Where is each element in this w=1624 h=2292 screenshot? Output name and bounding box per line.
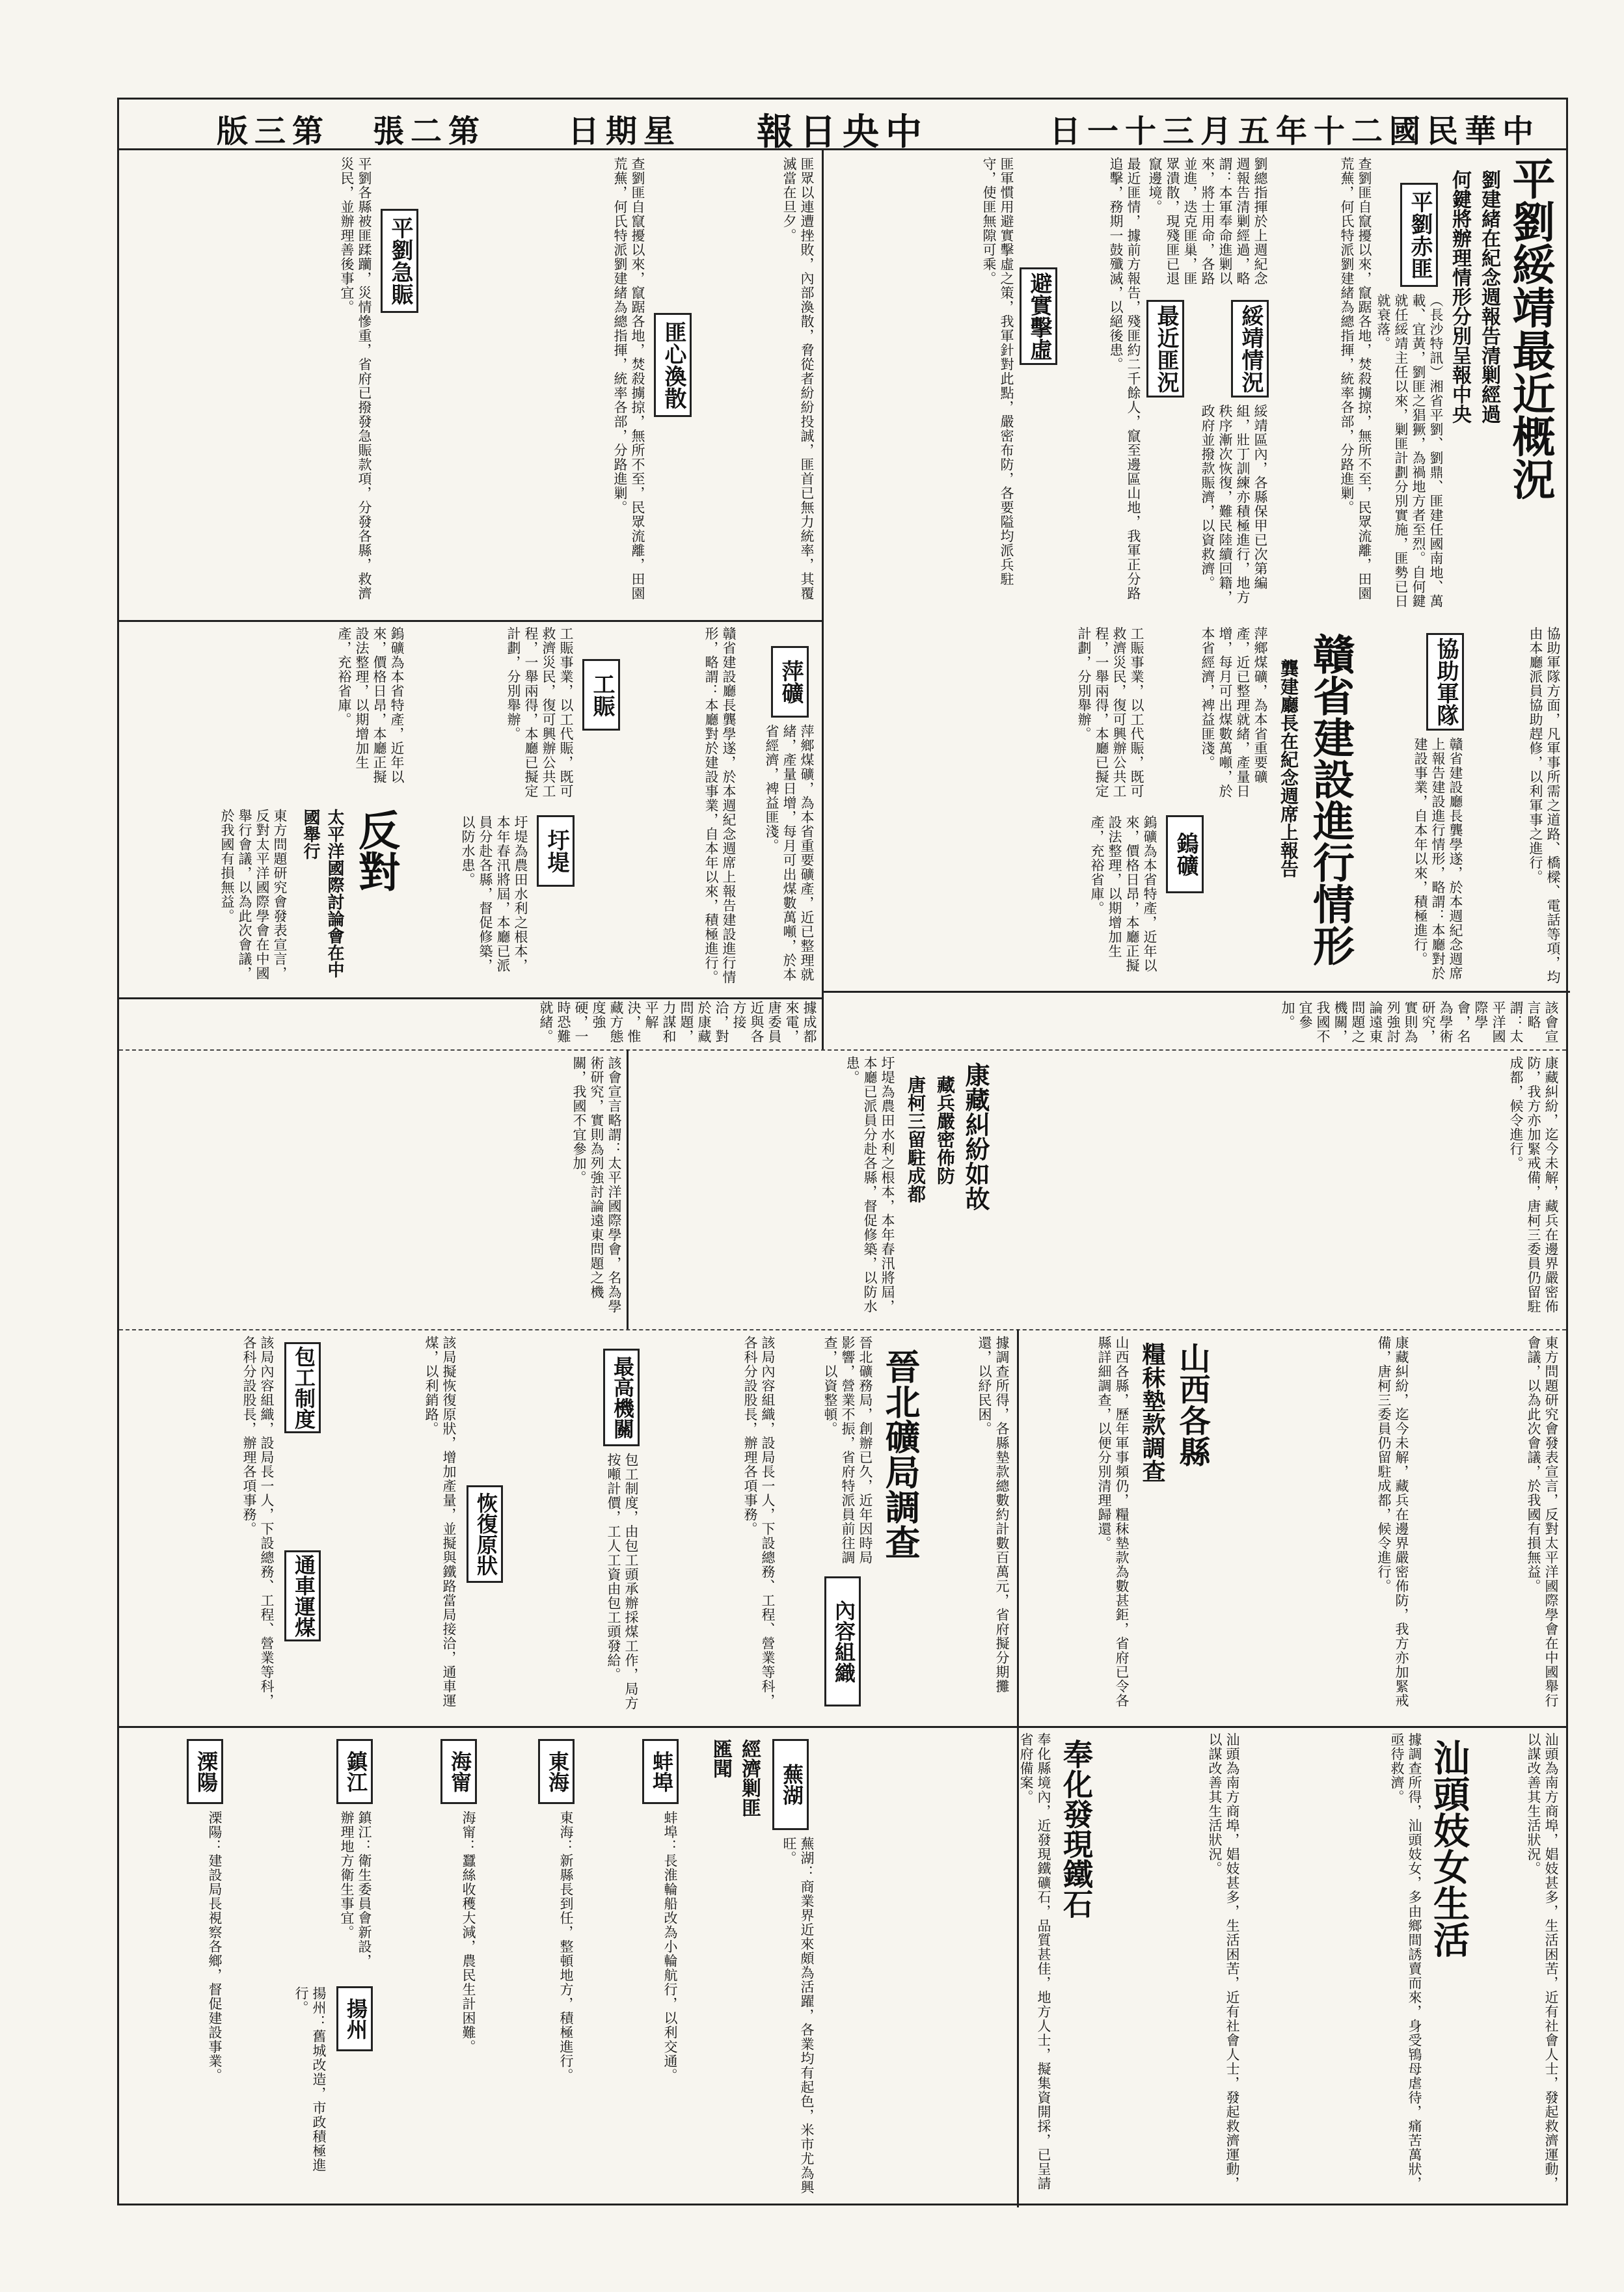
body-text: 蕪湖：商業界近來頗為活躍，各業均有起色，米市尤為興旺。 [781, 1837, 815, 2194]
article-pingliu-cont [119, 150, 822, 620]
article-economy [119, 1726, 822, 2204]
body-text: 溧陽：建設局長視察各鄉，督促建設事業。 [207, 1811, 223, 2083]
body-text: 該局擬恢復原狀，增加產量，並擬與鐵路當局接洽，通車運煤，以利銷路。 [424, 1336, 457, 1708]
article-shantou [822, 1726, 1566, 2204]
body-text: 萍鄉煤礦，為本省重要礦產，近已整理就緒，產量日增，每月可出煤數萬噸，於本省經濟，裨益匪淺。 [1200, 627, 1268, 798]
body-text: 該局內容組織，設局長一人，下設總務、工程、營業等科，各科分設股長，辦理各項事務。 [241, 1336, 275, 1708]
body-text: 圩堤為農田水利之根本，本年春汛將屆，本廳已派員分赴各縣，督促修築，以防水患。 [460, 815, 528, 973]
body-text: 綏靖區內，各縣保甲已次第編組，壯丁訓練亦積極進行，地方秩序漸次恢復，難民陸續回籍，政府並撥款賑濟，以資救濟。 [1200, 404, 1268, 604]
body-text: 汕頭為南方商埠，娼妓甚多，生活困苦，近有社會人士，發起救濟運動，以謀改善其生活狀況。 [1207, 1732, 1240, 2191]
section-box: 最高機關 [603, 1349, 640, 1446]
newspaper-page [117, 98, 1568, 2205]
body-text: 該會宣言略謂：太平洋國際學會，名為學術研究，實則為列強討論遠東問題之機關，我國不宜參加。 [1280, 1001, 1559, 1044]
body-text: 蚌埠：長淮輪船改為小輪航行，以利交通。 [662, 1811, 678, 2083]
section-box: 避實擊虛 [1020, 267, 1057, 365]
body-text: 工賑事業，以工代賑，既可救濟災民，復可興辦公共工程，一舉兩得，本廳已擬定計劃，分別舉辦。 [506, 627, 574, 798]
headline: 山西各縣 [1174, 1342, 1210, 1467]
body-text: 查劉匪自竄擾以來，竄踞各地，焚殺擄掠，無所不至，民眾流離，田園荒蕪，何氏特派劉建緒為總指揮，統率各部，分路進剿。 [1339, 157, 1372, 600]
body-text: （長沙特訊）湘省平劉、劉鼎、匪建任國南地、萬載、宜黃，劉匪之猖獗，為禍地方者至烈。自何鍵就任綏靖主任以來，剿匪計劃分別實施，匪勢已日就衰落。 [1375, 293, 1444, 608]
body-text: 晉北礦務局，創辦已久，近年因時局影響，營業不振，省府特派員前往調查，以資整頓。 [822, 1336, 873, 1565]
body-text: 贛省建設廳長龔學遂，於本週紀念週席上報告建設進行情形，略謂：本廳對於建設事業，自本年以來，積極進行。 [1413, 737, 1463, 980]
headline: 奉化發現鐵石 [1059, 1739, 1094, 1919]
section-box: 溧陽 [187, 1739, 223, 1804]
section-box: 匪心渙散 [654, 313, 692, 417]
body-text: 山西各縣，歷年軍事頻仍，糧秣墊款為數甚鉅，省府已令各縣詳細調查，以便分別清理歸還。 [1096, 1336, 1130, 1708]
body-text: 揚州：舊城改造，市政積極進行。 [293, 1986, 327, 2172]
section-box: 海甯 [440, 1739, 477, 1804]
body-text: 東海：新縣長到任，整頓地方，積極進行。 [558, 1811, 574, 2083]
section-box: 鎢礦 [1166, 815, 1204, 893]
body-text: 劉總指揮於上週紀念週報告清剿經過，略謂：本軍奉命進剿以來，將士用命，各路並進，迭克匪巢，匪眾潰散，現殘匪已退竄邊境。 [1147, 157, 1268, 286]
section-box: 最近匪況 [1146, 300, 1184, 398]
section-box: 圩堤 [537, 815, 575, 887]
body-text: 奉化縣境內，近發現鐵礦石，品質甚佳，地方人士，擬集資開採，已呈請省府備案。 [1018, 1732, 1051, 2191]
subheadline: 太平洋國際討論會在中國舉行 [301, 809, 344, 978]
subheadline: 唐柯三留駐成都 [905, 1075, 927, 1203]
headline: 晉北礦局調查 [880, 1349, 921, 1559]
subheadline: 藏兵嚴密佈防 [934, 1075, 956, 1185]
body-text: 鎢礦為本省特產，近年以來，價格日昂，本廳正擬設法整理，以期增加生產，充裕省庫。 [336, 627, 405, 784]
body-text: 匪軍慣用避實擊虛之策，我軍針對此點，嚴密布防，各要隘均派兵駐守，使匪無隙可乘。 [981, 157, 1014, 586]
masthead-weekday: 日期星 [567, 113, 681, 150]
body-text: 鎮江：衛生委員會新設，辦理地方衛生事宜。 [339, 1811, 372, 1968]
band-text [119, 997, 1566, 1049]
section-box: 平劉赤匪 [1400, 183, 1438, 287]
article-shanxi [1017, 1329, 1566, 1726]
body-text: 東方問題研究會發表宣言，反對太平洋國際學會在中國舉行會議，以為此次會議，於我國有損無益。 [219, 809, 288, 980]
section-box: 蕪湖 [772, 1739, 809, 1830]
body-text: 康藏糾紛，迄今未解，藏兵在邊界嚴密佈防，我方亦加緊戒備，唐柯三委員仍留駐成都，候令進行。 [1508, 1056, 1559, 1314]
masthead-paper-name: 報日央中 [757, 111, 928, 154]
body-text: 該會宣言略謂：太平洋國際學會，名為學術研究，實則為列強討論遠東問題之機關，我國不宜參加。 [571, 1056, 622, 1314]
section-box: 揚州 [336, 1986, 373, 2051]
section-box: 蚌埠 [642, 1739, 679, 1804]
body-text: 最近匪情，據前方報告，殘匪約二千餘人，竄至邊區山地，我軍正分路追擊，務期一鼓殲滅，以絕後患。 [1108, 157, 1141, 600]
subheadline: 糧秣墊款調查 [1139, 1342, 1166, 1483]
body-text: 汕頭為南方商埠，娼妓甚多，生活困苦，近有社會人士，發起救濟運動，以謀改善其生活狀況。 [1526, 1732, 1559, 2191]
body-text: 鎢礦為本省特產，近年以來，價格日昂，本廳正擬設法整理，以期增加生產，充裕省庫。 [1089, 815, 1157, 973]
section-box: 包工制度 [284, 1342, 321, 1433]
headline: 汕頭妓女生活 [1428, 1739, 1470, 1958]
body-text: 匪眾以連遭挫敗，內部渙散，脅從者紛紛投誠，匪首已無力統率，其覆滅當在旦夕。 [781, 157, 815, 600]
body-text: 東方問題研究會發表宣言，反對太平洋國際學會在中國舉行會議，以為此次會議，於我國有損無益。 [1526, 1336, 1559, 1708]
section-box: 內容組織 [824, 1576, 861, 1706]
body-text: 萍鄉煤礦，為本省重要礦產，近已整理就緒，產量日增，每月可出煤數萬噸，於本省經濟，裨益匪淺。 [764, 724, 815, 982]
article-jinbei [119, 1329, 1017, 1726]
subheadline: 龔建廳長在紀念週席上報告 [1278, 659, 1299, 878]
article-jiangxi-cont [119, 620, 822, 997]
masthead [119, 100, 1566, 154]
masthead-date: 日一十三月五年十二國民華中 [1049, 113, 1540, 150]
headline: 平劉綏靖最近概況 [1505, 157, 1556, 500]
body-text: 平劉各縣被匪蹂躪，災情慘重，省府已撥發急賑款項，分發各縣，救濟災民，並辦理善後事宜。 [339, 157, 372, 600]
section-box: 工賑 [582, 659, 620, 731]
body-text: 贛省建設廳長龔學遂，於本週紀念週席上報告建設進行情形，略謂：本廳對於建設事業，自本年以來，積極進行。 [703, 627, 737, 984]
section-box: 通車運煤 [284, 1550, 321, 1641]
section-box: 萍礦 [771, 646, 809, 718]
masthead-sheet: 張二第 [372, 113, 486, 150]
headline: 經濟剿匪匯聞 [709, 1739, 761, 1817]
section-box: 東海 [538, 1739, 575, 1804]
body-text: 據調查所得，各縣墊款總數約計數百萬元，省府擬分期攤還，以紓民困。 [977, 1336, 1010, 1693]
body-text: 圩堤為農田水利之根本，本年春汛將屆，本廳已派員分赴各縣，督促修築，以防水患。 [845, 1056, 895, 1314]
body-text: 康藏糾紛，迄今未解，藏兵在邊界嚴密佈防，我方亦加緊戒備，唐柯三委員仍留駐成都，候令進行。 [1376, 1336, 1409, 1708]
body-text: 包工制度，由包工頭承辦採煤工作，局方按噸計價，工人工資由包工頭發給。 [606, 1453, 639, 1710]
subheadline: 劉建緒在紀念週報告清剿經過 [1478, 170, 1500, 424]
body-text: 該局內容組織，設局長一人，下設總務、工程、營業等科，各科分設股長，辦理各項事務。 [742, 1336, 776, 1708]
article-pingliu [822, 150, 1568, 620]
body-text: 據成都來電，唐委員近與各方接洽，對於康藏問題，力謀和平解決，惟藏方態度強硬，一時恐難就緒。 [538, 1001, 817, 1044]
article-kangzang [119, 1049, 1566, 1329]
section-box: 恢復原狀 [467, 1485, 503, 1583]
section-box: 鎮江 [336, 1739, 373, 1804]
body-text: 據調查所得，汕頭妓女，多由鄉間誘賣而來，身受鴇母虐待，痛苦萬狀，亟待救濟。 [1389, 1732, 1422, 2191]
headline: 贛省建設進行情形 [1306, 633, 1355, 966]
section-box: 平劉急賑 [381, 209, 418, 313]
section-box: 綏靖情況 [1231, 300, 1269, 398]
article-jiangxi [822, 620, 1568, 991]
headline: 康藏糾紛如故 [961, 1062, 990, 1211]
section-box: 協助軍隊 [1426, 633, 1464, 731]
headline: 反對 [351, 809, 400, 892]
masthead-page: 版三第 [216, 113, 330, 150]
body-text: 協助軍隊方面，凡軍事所需之道路、橋樑、電話等項，均由本廳派員協助趕修，以利軍事之進行。 [1528, 627, 1561, 984]
body-text: 工賑事業，以工代賑，既可救濟災民，復可興辦公共工程，一舉兩得，本廳已擬定計劃，分別舉辦。 [1076, 627, 1144, 798]
subheadline: 何鍵將辦理情形分別呈報中央 [1448, 170, 1471, 424]
section-rule [822, 991, 1570, 993]
body-text: 查劉匪自竄擾以來，竄踞各地，焚殺擄掠，無所不至，民眾流離，田園荒蕪，何氏特派劉建緒為總指揮，統率各部，分路進剿。 [612, 157, 645, 600]
body-text: 海甯：蠶絲收穫大減，農民生計困難。 [461, 1811, 476, 2054]
